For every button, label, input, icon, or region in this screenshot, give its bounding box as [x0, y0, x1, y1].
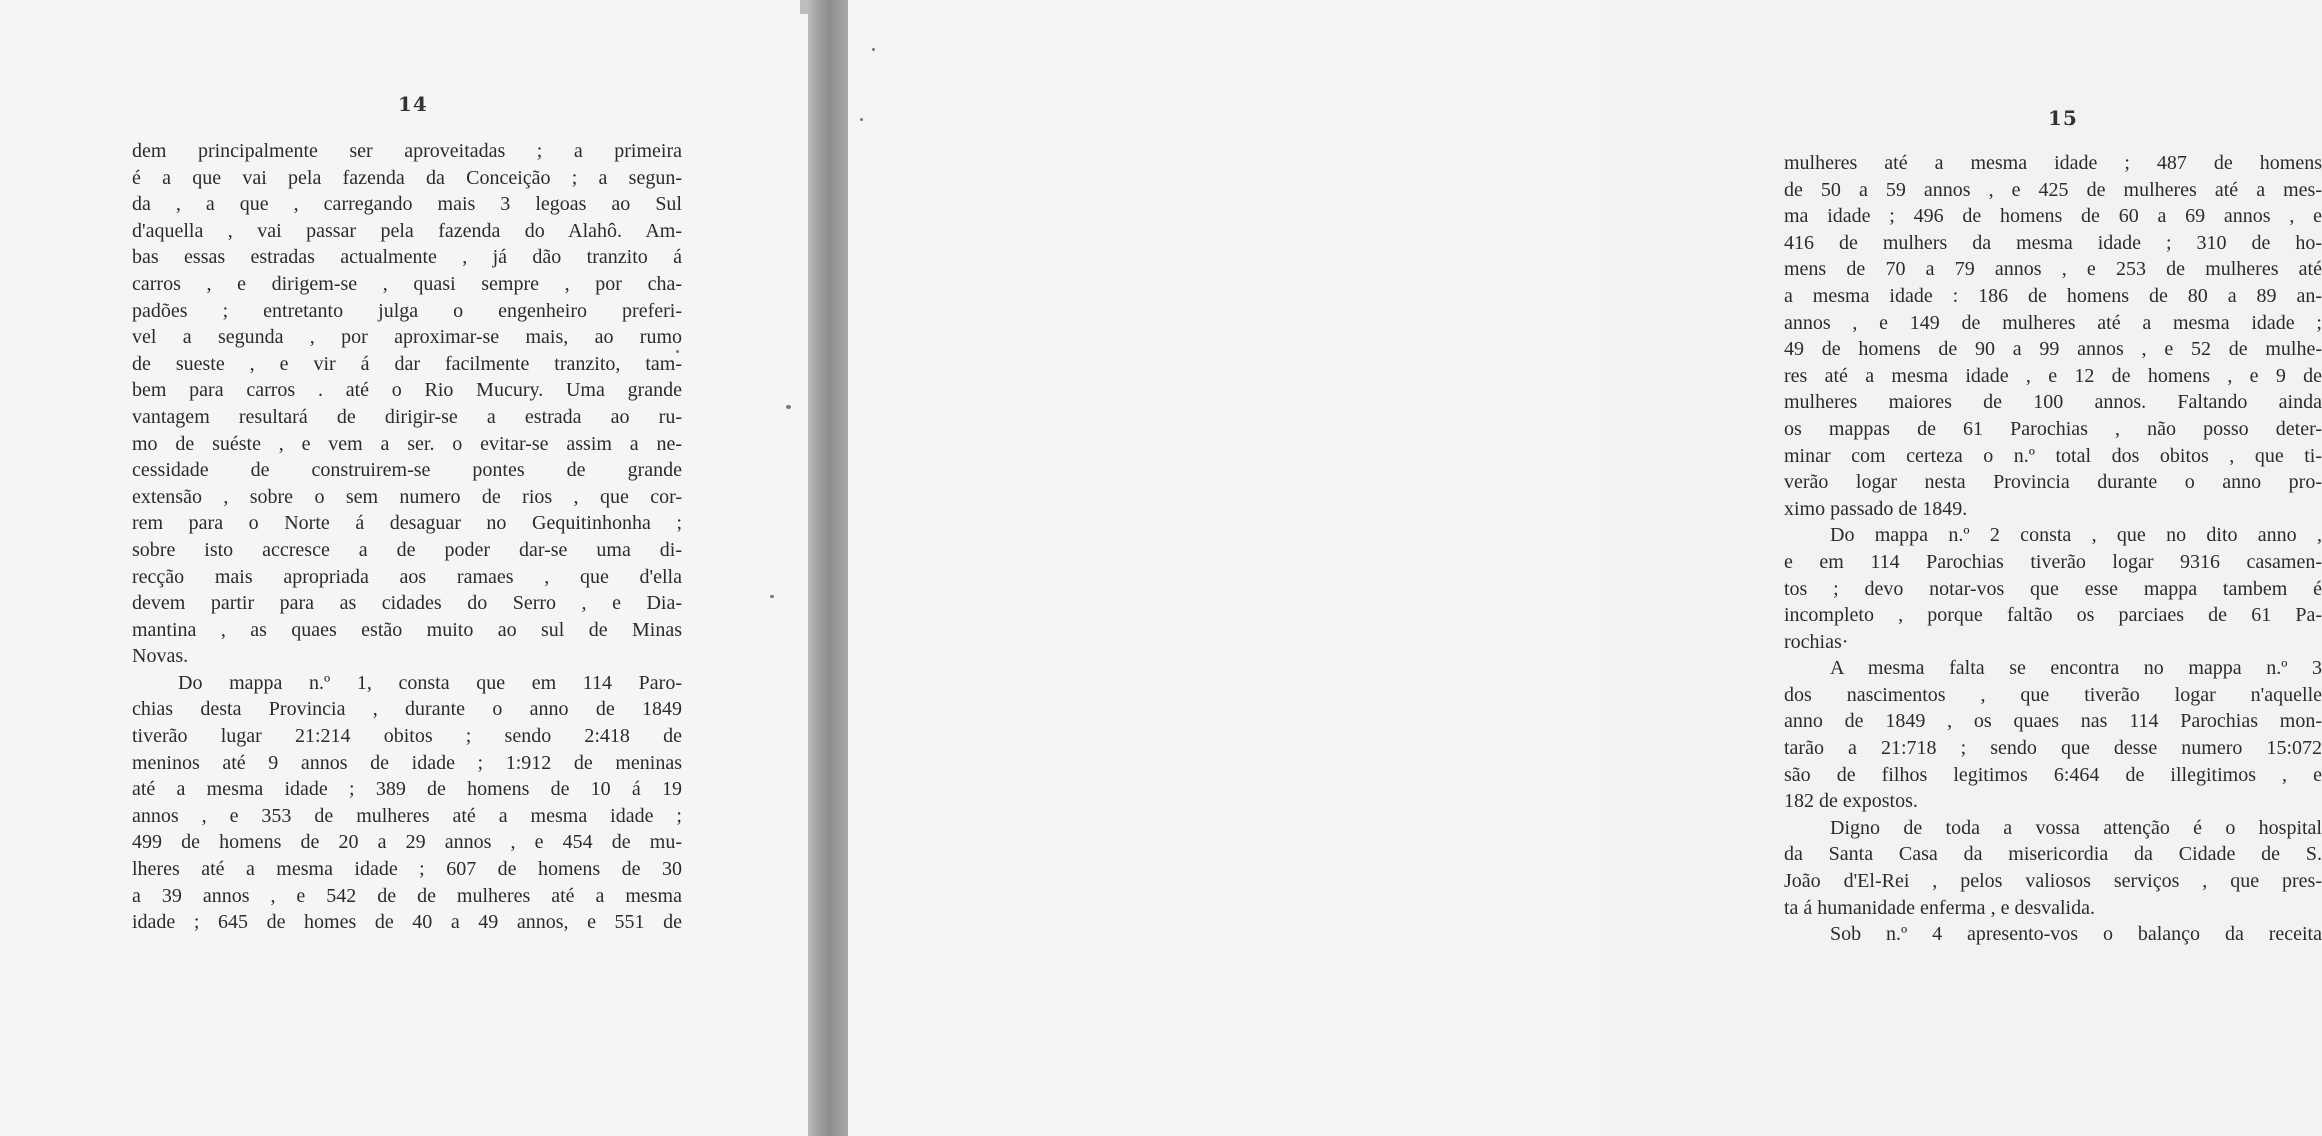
text-line: 182 de expostos.	[1784, 790, 1918, 813]
text-line: até a mesma idade ; 389 de homens de 10 á 19	[132, 778, 682, 801]
text-line: Do mappa n.º 1, consta que em 114 Paro-	[178, 671, 682, 694]
text-line: padões ; entretanto julga o engenheiro preferi-	[132, 299, 682, 322]
text-line: bem para carros . até o Rio Mucury. Uma grande	[132, 379, 682, 402]
paper-speck	[860, 118, 863, 121]
text-line: mo de suéste , e vem a ser. o evitar-se assim a ne-	[132, 432, 682, 455]
text-line: incompleto , porque faltão os parciaes de 61 Pa-	[1784, 604, 2322, 627]
text-line: dos nascimentos , que tiverão logar n'aquelle	[1784, 683, 2322, 706]
text-line: a 39 annos , e 542 de de mulheres até a mesma	[132, 884, 682, 907]
text-line: anno de 1849 , os quaes nas 114 Parochias mon-	[1784, 710, 2322, 733]
text-line: verão logar nesta Provincia durante o anno pro-	[1784, 471, 2322, 494]
text-line: ximo passado de 1849.	[1784, 497, 1968, 520]
text-line: recção mais apropriada aos ramaes , que d'ella	[132, 565, 682, 588]
text-line: devem partir para as cidades do Serro , e Dia-	[132, 592, 682, 615]
text-line: tos ; devo notar-vos que esse mappa tambem é	[1784, 577, 2322, 600]
text-line: 499 de homens de 20 a 29 annos , e 454 de mu-	[132, 831, 682, 854]
text-line: extensão , sobre o sem numero de rios , que cor-	[132, 485, 682, 508]
text-line: tiverão lugar 21:214 obitos ; sendo 2:418 de	[132, 725, 682, 748]
text-line: da , a que , carregando mais 3 legoas ao Sul	[132, 193, 682, 216]
text-line: mantina , as quaes estão muito ao sul de Minas	[132, 618, 682, 641]
text-line: res até a mesma idade , e 12 de homens , e 9 de	[1784, 364, 2322, 387]
text-line: chias desta Provincia , durante o anno de 1849	[132, 698, 682, 721]
paper-speck	[872, 48, 875, 51]
text-line: de 50 a 59 annos , e 425 de mulheres até a mes-	[1784, 178, 2322, 201]
text-line: 49 de homens de 90 a 99 annos , e 52 de mulhe-	[1784, 338, 2322, 361]
text-line: cessidade de construirem-se pontes de grande	[132, 459, 682, 482]
text-line: vel a segunda , por aproximar-se mais, ao rumo	[132, 326, 682, 349]
text-line: mulheres maiores de 100 annos. Faltando ainda	[1784, 391, 2322, 414]
text-line: de sueste , e vir á dar facilmente tranzito, tam-	[132, 352, 682, 375]
text-line: são de filhos legitimos 6:464 de illegitimos , e	[1784, 763, 2322, 786]
text-line: minar com certeza o n.º total dos obitos , que ti-	[1784, 444, 2322, 467]
text-line: rochias·	[1784, 630, 1849, 653]
text-line: e em 114 Parochias tiverão logar 9316 casamen-	[1784, 550, 2322, 573]
text-line: os mappas de 61 Parochias , não posso deter-	[1784, 417, 2322, 440]
text-line: da Santa Casa da misericordia da Cidade de S.	[1784, 843, 2322, 866]
text-line: bas essas estradas actualmente , já dão tranzito á	[132, 246, 682, 269]
text-line: dem principalmente ser aproveitadas ; a primeira	[132, 140, 682, 162]
text-line: A mesma falta se encontra no mappa n.º 3	[1830, 657, 2322, 680]
text-line: lheres até a mesma idade ; 607 de homens de 30	[132, 858, 682, 881]
text-line: Digno de toda a vossa attenção é o hospital	[1830, 816, 2322, 839]
text-line: Sob n.º 4 apresento-vos o balanço da receita	[1830, 923, 2322, 946]
text-line: rem para o Norte á desaguar no Gequitinhonha ;	[132, 512, 682, 535]
text-line: Do mappa n.º 2 consta , que no dito anno ,	[1830, 524, 2322, 547]
paper-speck	[770, 595, 774, 598]
paper-speck	[676, 350, 679, 353]
text-line: Novas.	[132, 645, 189, 668]
text-line: vantagem resultará de dirigir-se a estrada ao ru-	[132, 405, 682, 428]
left-page	[0, 0, 808, 1136]
text-line: annos , e 149 de mulheres até a mesma idade ;	[1784, 311, 2322, 334]
paper-speck	[786, 405, 791, 409]
right-page-text	[1784, 150, 2322, 948]
left-page-text	[132, 138, 682, 936]
left-page-number: 14	[398, 92, 428, 116]
text-line: mens de 70 a 79 annos , e 253 de mulheres até	[1784, 258, 2322, 281]
text-line: mulheres até a mesma idade ; 487 de homens	[1784, 152, 2322, 174]
right-page-number: 15	[2048, 106, 2078, 130]
right-page	[848, 0, 2322, 1136]
text-line: sobre isto accresce a de poder dar-se uma di-	[132, 538, 682, 561]
text-line: 416 de mulhers da mesma idade ; 310 de ho-	[1784, 231, 2322, 254]
text-line: annos , e 353 de mulheres até a mesma idade ;	[132, 804, 682, 827]
text-line: carros , e dirigem-se , quasi sempre , por cha-	[132, 272, 682, 295]
book-gutter	[808, 0, 848, 1136]
text-line: d'aquella , vai passar pela fazenda do Alahô. Am-	[132, 219, 682, 242]
text-line: é a que vai pela fazenda da Conceição ; a segun-	[132, 166, 682, 189]
text-line: ma idade ; 496 de homens de 60 a 69 annos , e	[1784, 205, 2322, 228]
text-line: idade ; 645 de homes de 40 a 49 annos, e 551 de	[132, 911, 682, 934]
text-line: meninos até 9 annos de idade ; 1:912 de meninas	[132, 751, 682, 774]
text-line: ta á humanidade enferma , e desvalida.	[1784, 896, 2095, 919]
text-line: João d'El-Rei , pelos valiosos serviços , que pres-	[1784, 870, 2322, 893]
text-line: tarão a 21:718 ; sendo que desse numero 15:072	[1784, 737, 2322, 760]
text-line: a mesma idade : 186 de homens de 80 a 89 an-	[1784, 284, 2322, 307]
